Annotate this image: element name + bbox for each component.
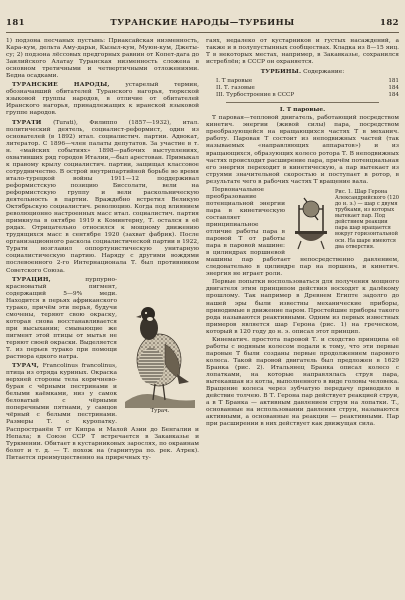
contents-item-page: 181 — [388, 78, 399, 85]
contents-label: Содержание: — [303, 69, 345, 76]
contents-item-page: 184 — [388, 85, 399, 92]
entry-turati — [6, 119, 199, 275]
steam-paragraph-1: Т паровая—тепловой двигатель, работающий посредством кинетич. энергии (живой силы) пара, посредством преобразующейся на вращающихся частях Т в механич. работу. Паровая Т состоит из неподвижных частей (так называемых «направляющих аппаратов») и из вращающихся, образующих колесо ротора Т. В неподвижных частях происходит расширение пара, причём потенциальная его энергия переходит в кинетическую, а пар вытекает из струями значительной скоростью и поступает в ротор, в результате чего в рабочих частях Т вращение вала. — [206, 115, 399, 185]
contents-item-title: I. Т паровые — [216, 78, 253, 85]
entry-body-turati: (Turati), Филиппо (1857—1932), итал. политический деятель, социалист-реформист, один из основателей (в 1892) итал. социалистич. партии. Адвокат, литератор. С 1896—член палаты депутатов. За участие в т. н. «майских событиях» 1898—рабочих выступлениях, охвативших ряд городов Италии,—был арестован. Примыкал к правому крылу социалистич. партии, защищал классовое сотрудничество. В острой внутрипартийной борьбе во время итало-турецкой войны 1911—12 поддерживал реформистскую позицию Биссолати, вели на реформистскую группу и вели раскольническую деятельность в партии. Враждебно встретил Великую Октябрьскую социалистич. революцию. Когда под влиянием революционно настроенных масс итал. социалистич. партия примкнула в октябре 1919 к Коминтерну, Т. остался в её рядах. Отрицательно относился к мощному движению трудящихся масс в сентябре 1920 (захват фабрик). После организационного раскола социалистической партии в 1922, Турати возглавил оппортунистическую унитарную социалистическую партию. Наряду с другими вождями послевоенного 2-го Интернационала Т. был противником Советского Союза. — [6, 119, 199, 274]
headword-turacin: ТУРАЦИН, — [12, 275, 51, 283]
turbines-heading — [206, 68, 399, 76]
right-intro-paragraph: гаях, недалеко от кустарников и густых насаждений, а также и в полупустынных сообществах. Кладка из 8—15 яиц. Т в некоторых местах, например, в Закавказье, сохранился истреблён; в СССР он охраняется. — [206, 38, 399, 66]
headword-turbines: ТУРБИНЫ. — [260, 68, 302, 76]
right-column — [206, 38, 399, 593]
francolin-bird-image — [121, 278, 199, 408]
contents-row — [216, 92, 399, 99]
turbines-contents-list — [216, 78, 399, 99]
contents-item-title: II. Т. газовые — [216, 85, 255, 92]
running-title: ТУРАНСКИЕ НАРОДЫ—ТУРБИНЫ — [110, 18, 295, 28]
steam-paragraph-3: Первые попытки воспользоваться для получения мощного двигателя этим принципом действия восходят к далёкому прошлому. Так например в Древнем Египте задолго до нашей эры были известны механические приборы, приводимые в движение паром. Простейшие приборы такого рода называются реактивными. Одним из первых известных примеров является шар Герона (рис. 1) на греческом, который в 120 году до н. э. описал этот принцип. — [206, 279, 399, 335]
francolin-illustration — [121, 278, 199, 418]
contents-item-page: 184 — [388, 92, 399, 99]
francolin-caption: Турач. — [150, 407, 170, 414]
left-intro-paragraph: 1) подзона песчаных пустынь: Приаксайская низменность, Кара-кум, дельта Аму-дарьи, Кызыл-кум, Муюн-кум, Джеты-су; 2) подзона лёссовых предгорных равнин от Копет-дага до Заилийского Алатау Туранская низменность сложена в основном третичными и четвертичными отложениями. Беднa осадками. — [6, 38, 199, 80]
headword-turanian: ТУРАНСКИЕ НАРОДЫ, — [12, 81, 110, 89]
contents-row — [216, 78, 399, 85]
entry-turanian-peoples — [6, 81, 199, 117]
header-rule — [6, 32, 399, 33]
section-heading-steam: I. Т паровые. — [279, 106, 326, 114]
figure-caption: Рис. 1. Шар Герона Александрийского (120 до н. э.) — шар с двумя трубками, из которых вытекает пар. Под действием реакции пара шар вращается вокруг горизонтальной оси. На шаре имеются два отверстия. — [335, 188, 399, 250]
running-header — [6, 18, 399, 32]
left-column — [6, 38, 199, 593]
figure-hero-ball — [289, 189, 399, 251]
entry-body-turanian: устарелый термин, обозначавший обитателей Туранского нагорья, тюркской языковой группы народов, в отличие от обитателей Иранского нагорья, принадлежащих к иранской языковой группе народов. — [6, 82, 199, 117]
page-number-right: 182 — [380, 18, 399, 28]
headword-turach: ТУРАЧ, — [12, 362, 40, 370]
contents-item-title: III. Турбостроение в СССР — [216, 92, 295, 99]
headword-turati: ТУРАТИ — [12, 118, 42, 126]
entry-body-turacin: пурпурно-красноватый пигмент, содержащий 5—9% меди. Находится в перьях африканского турако, причём эти перья, будучи смочены, теряют свою окраску, которая снова восстанавливается при высыхании; смывающие же пигмент этой птицы от мытья не теряют своей окраски. Выделяется Т. из перьев турако при помощи раствора едкого натра. — [6, 276, 117, 361]
steam-paragraph-2: Первоначальное преобразование потенциальной энергии пара в кинетическую составляет принципиальное отличие работы пара в паровой Т от работы пара в паровой машине: в цилиндрах поршневой машины пар работает непосредственно давлением, следовательно в цилиндре пар на поршень, и кинетич. энергия не играет роли. — [206, 186, 399, 278]
page-number-left: 181 — [6, 18, 25, 28]
hero-ball-diagram — [289, 189, 333, 251]
section-divider — [226, 102, 379, 103]
entry-body-turach: Francolinus francolinus, птица из отряда куриных. Окраска верхней стороны тела коричнево-бурая с чёрными пестринами и белыми каёмками, низ у самок беловатый с чёрными поперечными пятнами, у самцов чёрный с белыми пестринами. Размеры Т. с куропатку. Распространён Т от Кипра и Малой Азии до Бенгалии и Непала; в Союзе ССР Т встречается в Закавказье и Туркмении. Обитает в кустарниковых зарослях, по окраинам болот и т. д. — Т. похож на (гарнитура по. рек. Атрек). Питается преимущественно на приречных ту- — [6, 363, 199, 461]
steam-paragraph-4: Кинематич. простота паровой Т. и сходство принципа её работы с водяным колесом подали к тому, что эти первые паровые Т были созданы первые продолжением парового колеса. Такой паровой двигатель был предложен в 1629 Бранка (рис. 2). Итальянец Бранка описал колесо с лопатками, на которые направлялась струя пара, вытекавшая из котла, выполненного в виде головы человека. Вращение колеса через зубчатую передачу приводило в действие толчею. В Т. Герона пар действует реакцией струи, а в Т Бранка — активным давлением струи на лопатки. Т., основанные на использовании давления струи, называются активными, а основанные на реакции — реактивными. Пар при расширении в них действует как движущая сила. — [206, 336, 399, 428]
